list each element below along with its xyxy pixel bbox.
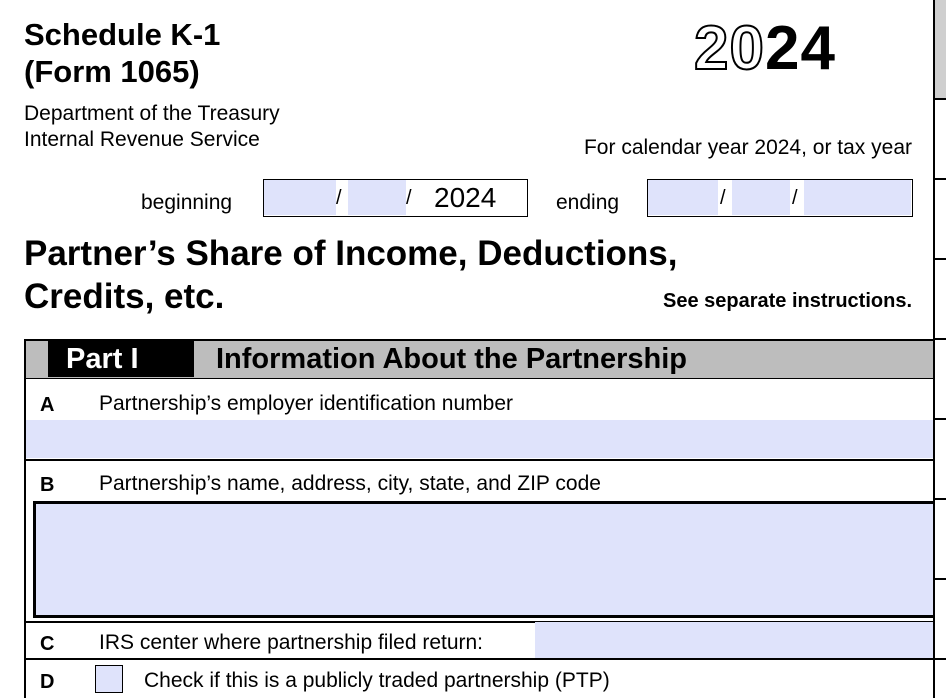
right-column-divider — [935, 418, 946, 420]
row-divider — [24, 658, 933, 660]
right-column-divider — [935, 338, 946, 340]
date-slash: / — [336, 187, 342, 209]
table-left-border — [24, 339, 26, 698]
beginning-label: beginning — [141, 191, 233, 214]
ein-field[interactable] — [26, 420, 933, 458]
ending-date-box — [647, 179, 913, 217]
calendar-year-text: For calendar year 2024, or tax year — [583, 136, 912, 159]
tax-year-heading — [694, 14, 836, 84]
date-slash: / — [406, 187, 412, 209]
row-d-label: Check if this is a publicly traded partnership (PTP) — [144, 669, 610, 692]
beginning-month-field[interactable] — [264, 180, 336, 215]
see-instructions: See separate instructions. — [663, 290, 912, 312]
row-divider — [24, 459, 933, 461]
ending-month-field[interactable] — [648, 180, 718, 215]
year-suffix: 24 — [764, 14, 836, 83]
right-column-edge — [933, 0, 946, 698]
row-a-letter: A — [40, 394, 55, 416]
agency-name: Department of the Treasury Internal Revenue Service — [24, 102, 280, 151]
beginning-year-value: 2024 — [434, 182, 497, 213]
row-c-letter: C — [40, 633, 55, 655]
ending-label: ending — [556, 191, 620, 214]
part1-label: Part I — [48, 341, 194, 377]
row-d-letter: D — [40, 671, 55, 693]
form-title — [24, 232, 678, 318]
part1-header — [24, 339, 946, 379]
form-title-line2: Credits, etc. — [24, 277, 225, 316]
form-title-line1: Partner’s Share of Income, Deductions, — [24, 234, 678, 273]
date-slash: / — [720, 187, 726, 209]
right-column-divider — [935, 178, 946, 180]
partnership-name-address-field[interactable] — [33, 501, 936, 618]
row-b-letter: B — [40, 474, 55, 496]
right-column-divider — [935, 658, 946, 660]
right-column-header — [935, 0, 946, 98]
beginning-day-field[interactable] — [348, 180, 406, 215]
right-column-divider — [935, 578, 946, 580]
ptp-checkbox[interactable] — [95, 665, 123, 693]
beginning-date-box — [263, 179, 528, 217]
right-column-divider — [935, 258, 946, 260]
form-name: Schedule K-1 (Form 1065) — [24, 17, 221, 89]
year-prefix: 20 — [694, 14, 765, 83]
ending-day-field[interactable] — [732, 180, 790, 215]
right-column-divider — [935, 98, 946, 100]
irs-center-field[interactable] — [535, 622, 933, 658]
row-a-label: Partnership’s employer identification number — [99, 392, 513, 415]
right-column-divider — [935, 498, 946, 500]
part1-title: Information About the Partnership — [216, 343, 687, 375]
ending-year-field[interactable] — [804, 180, 911, 215]
row-b-label: Partnership’s name, address, city, state, and ZIP code — [99, 472, 601, 495]
row-c-label: IRS center where partnership filed return: — [99, 631, 484, 654]
date-slash: / — [792, 187, 798, 209]
